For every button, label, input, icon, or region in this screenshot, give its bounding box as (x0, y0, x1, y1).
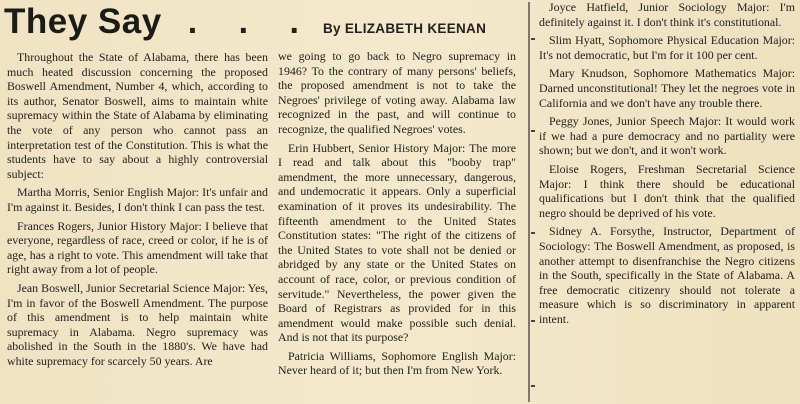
paragraph: Erin Hubbert, Senior History Major: The more I read and talk about this "booby trap" amendment, the more unnecessary, dangerous, and undemocratic it appears. Only a superficial examination of it proves its undesirability. The fifteenth amendment to the United States Constitution states: "The right of the citizens of the United States to vote shall not be denied or abridged by any state or the United States on account of race, color, or previous condition of servitude." Nevertheless, the power given the Board of Registrars as provided for in this amendment would make possible such denial. And is not that its purpose? (278, 140, 516, 345)
paragraph: Martha Morris, Senior English Major: It's unfair and I'm against it. Besides, I don't think I can pass the test. (7, 185, 268, 214)
paragraph: Mary Knudson, Sophomore Mathematics Major: Darned unconstitutional! They let the negroes vote in California and we don't have any trouble there. (539, 66, 795, 110)
article-column-2 (278, 49, 516, 404)
paragraph: Patricia Williams, Sophomore English Major: Never heard of it; but then I'm from New York. (278, 348, 516, 378)
column-rule (528, 2, 530, 402)
margin-mark (531, 130, 535, 132)
margin-mark (531, 385, 535, 387)
paragraph: Eloise Rogers, Freshman Secretarial Science Major: I think there should be educational qualifications but I don't think that the qualified negro should be deprived of his vote. (539, 161, 795, 220)
margin-mark (531, 232, 535, 234)
title-ellipsis: . . . (187, 3, 315, 41)
page-title: They Say (4, 2, 162, 41)
margin-mark (531, 38, 535, 40)
paragraph: Frances Rogers, Junior History Major: I believe that everyone, regardless of race, creed or color, if he is of age, has a right to vote. This amendment will take that right away from a lot of people. (7, 218, 268, 277)
paragraph: Slim Hyatt, Sophomore Physical Education Major: It's not democratic, but I'm for it 100 per cent. (539, 33, 795, 62)
article-column-3 (539, 0, 795, 404)
byline: By ELIZABETH KEENAN (322, 21, 487, 36)
paragraph: we going to go back to Negro supremacy in 1946? To the contrary of many persons' beliefs, the proposed amendment is not to take the Negroes' privilege of voting away. Alabama law recognized in the past, and will continue to recognize, the qualified Negroes' votes. (278, 49, 516, 136)
paragraph: Peggy Jones, Junior Speech Major: It would work if we had a pure democracy and no partiality were shown; but we don't, and it won't work. (539, 114, 795, 158)
paragraph: Joyce Hatfield, Junior Sociology Major: I'm definitely against it. I don't think it's constitutional. (539, 0, 795, 29)
paragraph: Sidney A. Forsythe, Instructor, Department of Sociology: The Boswell Amendment, as proposed, is another attempt to disenfranchise the Negro citizens in the South, specifically in the State of Alabama. A free democratic citizenry should not tolerate a measure which is so discriminatory in apparent intent. (539, 224, 795, 326)
paragraph: Jean Boswell, Junior Secretarial Science Major: Yes, I'm in favor of the Boswell Amendment. The purpose of this amendment is to help maintain white supremacy in Alabama. Negro supremacy was abolished in the South in the 1880's. We have had white supremacy for scarcely 50 years. Are (7, 280, 268, 368)
article-column-1 (7, 50, 268, 404)
paragraph: Throughout the State of Alabama, there has been much heated discussion concerning the proposed Boswell Amendment, Number 4, which, according to its author, Senator Boswell, aims to maintain white supremacy within the State of Alabama by eliminating the vote of any person who cannot pass an interpretation test of the Constitution. This is what the students have to say about a highly controversial subject: (7, 50, 268, 181)
headline (4, 2, 486, 42)
margin-mark (531, 320, 535, 322)
